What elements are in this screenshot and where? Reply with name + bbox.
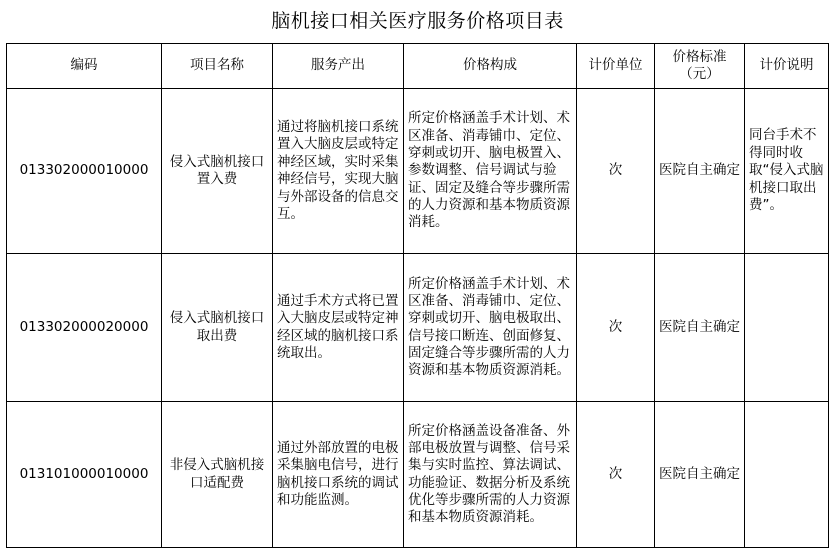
header-row [7, 44, 829, 89]
header-composition: 价格构成 [404, 44, 577, 89]
cell-note [745, 402, 829, 548]
cell-composition: 所定价格涵盖设备准备、外部电极放置与调整、信号采集与实时监控、算法调试、功能验证、数据分析及系统优化等步骤所需的人力资源和基本物质资源消耗。 [404, 402, 577, 548]
cell-standard: 医院自主确定 [655, 254, 745, 402]
cell-output: 通过将脑机接口系统置入大脑皮层或特定神经区域，实时采集神经信号，实现大脑与外部设备的信息交互。 [273, 89, 404, 254]
header-name: 项目名称 [162, 44, 273, 89]
cell-note: 同台手术不得同时收取“侵入式脑机接口取出费”。 [745, 89, 829, 254]
cell-name: 侵入式脑机接口取出费 [162, 254, 273, 402]
cell-composition: 所定价格涵盖手术计划、术区准备、消毒铺巾、定位、穿刺或切开、脑电极取出、信号接口断连、创面修复、固定缝合等步骤所需的人力资源和基本物质资源消耗。 [404, 254, 577, 402]
cell-unit: 次 [577, 254, 655, 402]
table-row [7, 89, 829, 254]
price-table [6, 43, 829, 548]
cell-code: 013302000020000 [7, 254, 162, 402]
cell-unit: 次 [577, 89, 655, 254]
header-output: 服务产出 [273, 44, 404, 89]
cell-name: 侵入式脑机接口置入费 [162, 89, 273, 254]
header-unit: 计价单位 [577, 44, 655, 89]
cell-code: 013101000010000 [7, 402, 162, 548]
cell-output: 通过手术方式将已置入大脑皮层或特定神经区域的脑机接口系统取出。 [273, 254, 404, 402]
cell-standard: 医院自主确定 [655, 402, 745, 548]
header-code: 编码 [7, 44, 162, 89]
table-row [7, 402, 829, 548]
table-row [7, 254, 829, 402]
cell-unit: 次 [577, 402, 655, 548]
header-standard: 价格标准（元） [655, 44, 745, 89]
cell-note [745, 254, 829, 402]
page-title: 脑机接口相关医疗服务价格项目表 [271, 10, 564, 32]
cell-code: 013302000010000 [7, 89, 162, 254]
cell-output: 通过外部放置的电极采集脑电信号，进行脑机接口系统的调试和功能监测。 [273, 402, 404, 548]
cell-standard: 医院自主确定 [655, 89, 745, 254]
cell-name: 非侵入式脑机接口适配费 [162, 402, 273, 548]
header-note: 计价说明 [745, 44, 829, 89]
cell-composition: 所定价格涵盖手术计划、术区准备、消毒铺巾、定位、穿刺或切开、脑电极置入、参数调整、信号调试与验证、固定及缝合等步骤所需的人力资源和基本物质资源消耗。 [404, 89, 577, 254]
